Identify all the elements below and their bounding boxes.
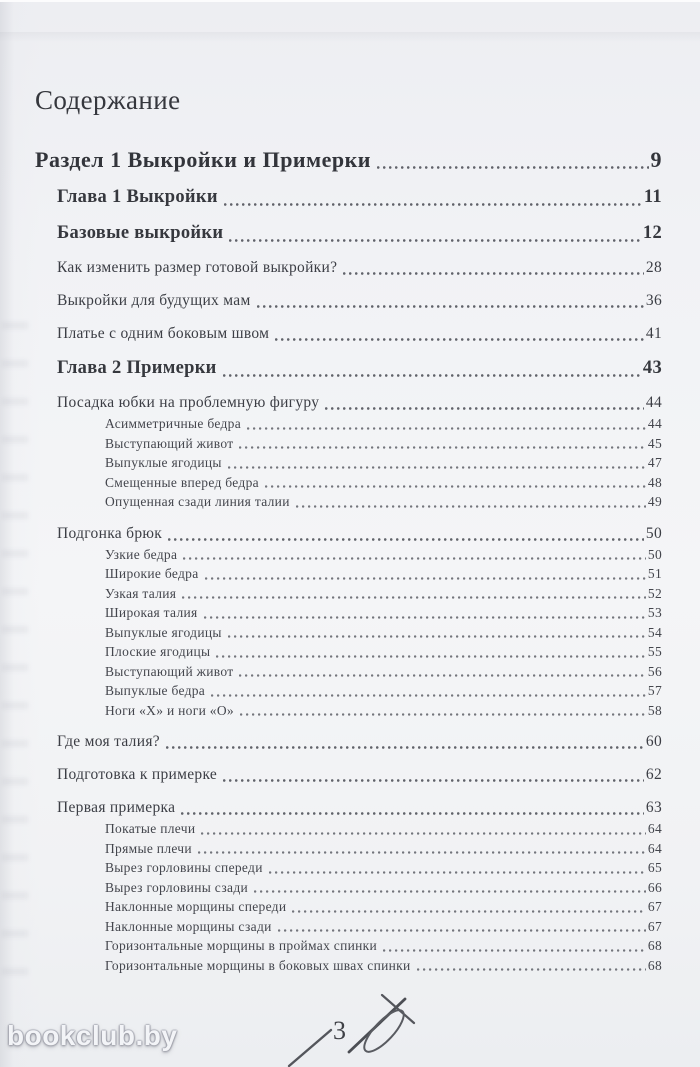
toc-entry	[35, 256, 662, 279]
toc-entry-label: Вырез горловины сзади	[105, 879, 249, 895]
dot-leader	[269, 870, 646, 875]
toc-entry-label: Опущенная сзади линия талии	[105, 494, 290, 509]
toc-entry	[35, 897, 662, 917]
dot-leader	[229, 238, 641, 243]
toc-entry-page: 48	[647, 474, 662, 490]
toc-entry-label: Вырез горловины спереди	[105, 860, 263, 875]
toc-entry-page: 66	[647, 879, 662, 895]
toc-entry	[35, 763, 662, 786]
dot-leader	[254, 889, 646, 894]
toc-entry-page: 50	[645, 524, 662, 542]
needle-thread-sketch	[283, 990, 443, 1067]
toc-entry-page: 68	[647, 938, 662, 953]
toc-entry-page: 63	[645, 799, 662, 816]
toc-entry-label: Выпуклые бедра	[105, 683, 206, 698]
toc-entry-page: 28	[645, 259, 662, 276]
dot-leader	[257, 304, 644, 309]
toc-entry-label: Смещенные вперед бедра	[105, 474, 259, 490]
toc-entry-label: Наклонные морщины спереди	[105, 899, 287, 914]
dot-leader	[292, 909, 646, 914]
toc-entry-page: 56	[647, 663, 662, 679]
toc-entry	[35, 473, 662, 493]
dot-leader	[223, 778, 644, 783]
toc-entry	[35, 522, 662, 545]
toc-entry-page: 64	[647, 821, 662, 836]
toc-entry-label: Плоские ягодицы	[105, 644, 211, 659]
dot-leader	[247, 426, 646, 431]
toc-entry-label: Посадка юбки на проблемную фигуру	[57, 394, 320, 411]
toc-entry	[35, 701, 662, 721]
dot-leader	[296, 504, 646, 509]
toc-entry	[35, 603, 662, 623]
toc-entry	[35, 878, 662, 898]
dot-leader	[417, 967, 646, 972]
toc-entry-page: 43	[642, 358, 662, 378]
dot-leader	[182, 595, 646, 600]
toc-entry	[35, 453, 662, 473]
toc-entry-page: 50	[647, 546, 662, 562]
dot-leader	[239, 673, 645, 678]
toc-entry-page: 67	[647, 899, 662, 914]
dot-leader	[198, 850, 646, 855]
watermark: bookclub.by	[7, 1020, 178, 1051]
dot-leader	[275, 337, 644, 342]
toc-entry-page: 62	[645, 766, 662, 783]
toc-entry-label: Широкая талия	[105, 605, 198, 620]
dot-leader	[216, 654, 646, 659]
toc-entry	[35, 917, 662, 937]
toc-entry-page: 11	[643, 187, 662, 207]
toc-entry	[35, 662, 662, 682]
toc-entry-page: 41	[645, 325, 662, 342]
toc-entry-page: 55	[647, 644, 662, 659]
page-title: Содержание	[35, 85, 181, 115]
toc-entry-label: Выпуклые ягодицы	[105, 624, 222, 640]
toc-entry	[35, 584, 662, 604]
toc-entry-label: Глава 1 Выкройки	[57, 187, 218, 207]
toc-entry	[35, 564, 662, 584]
toc-entry-label: Ноги «Х» и ноги «О»	[105, 702, 234, 718]
toc-entry	[35, 623, 662, 643]
toc-entry-label: Выступающий живот	[105, 435, 234, 451]
toc-entry	[35, 730, 662, 753]
toc-entry	[35, 796, 662, 819]
toc-entry-label: Как изменить размер готовой выкройки?	[57, 259, 338, 276]
toc-entry-page: 12	[642, 223, 662, 243]
toc-entry-page: 68	[647, 957, 662, 973]
dot-leader	[325, 406, 644, 411]
toc-entry-label: Выступающий живот	[105, 663, 234, 679]
toc-entry-label: Узкие бедра	[105, 546, 178, 562]
toc-entry	[35, 819, 662, 839]
toc-entry-label: Подготовка к примерке	[57, 766, 218, 783]
toc-list	[35, 146, 662, 975]
toc-entry-label: Наклонные морщины сзади	[105, 918, 272, 934]
toc-entry-label: Первая примерка	[57, 799, 176, 816]
dot-leader	[343, 271, 644, 276]
toc-entry	[35, 414, 662, 434]
dot-leader	[211, 693, 646, 698]
toc-entry	[35, 545, 662, 565]
toc-entry-page: 58	[647, 702, 662, 718]
toc-entry-page: 52	[647, 585, 662, 601]
dot-leader	[239, 445, 645, 450]
dot-leader	[183, 556, 646, 561]
toc-entry-page: 65	[647, 860, 662, 875]
dot-leader	[383, 948, 646, 953]
toc-entry	[35, 146, 662, 174]
toc-entry-page: 9	[650, 147, 662, 172]
toc-entry-page: 45	[647, 435, 662, 451]
toc-entry-page: 53	[647, 605, 662, 620]
dot-leader	[181, 811, 644, 816]
toc-content	[35, 84, 662, 975]
toc-entry-label: Прямые плечи	[105, 840, 192, 856]
toc-entry-label: Выкройки для будущих мам	[57, 292, 251, 309]
toc-entry-page: 47	[647, 455, 662, 470]
toc-entry-label: Базовые выкройки	[57, 223, 224, 243]
toc-entry-page: 36	[645, 292, 662, 309]
dot-leader	[265, 484, 646, 489]
toc-entry-page: 44	[647, 416, 662, 431]
toc-entry	[35, 220, 662, 246]
dot-leader	[377, 165, 649, 170]
toc-entry	[35, 936, 662, 956]
toc-entry-label: Горизонтальные морщины в боковых швах спинки	[105, 957, 411, 973]
toc-entry-label: Выпуклые ягодицы	[105, 455, 222, 470]
toc-entry	[35, 391, 662, 414]
toc-entry	[35, 434, 662, 454]
page-number: 3	[333, 1016, 346, 1045]
toc-entry-label: Раздел 1 Выкройки и Примерки	[35, 147, 371, 172]
toc-entry	[35, 492, 662, 512]
toc-entry-page: 64	[647, 840, 662, 856]
dot-leader	[204, 615, 646, 620]
toc-entry	[35, 289, 662, 312]
toc-entry-page: 49	[647, 494, 662, 509]
toc-entry	[35, 322, 662, 345]
toc-entry-label: Широкие бедра	[105, 566, 199, 581]
toc-entry	[35, 858, 662, 878]
dot-leader	[201, 831, 646, 836]
toc-entry-label: Подгонка брюк	[57, 524, 163, 542]
footer-art	[283, 990, 443, 1067]
toc-entry	[35, 681, 662, 701]
toc-entry-page: 51	[647, 566, 662, 581]
toc-entry-page: 57	[647, 683, 662, 698]
dot-leader	[166, 745, 644, 750]
toc-entry-label: Асимметричные бедра	[105, 416, 242, 431]
toc-entry-label: Горизонтальные морщины в проймах спинки	[105, 938, 378, 953]
dot-leader	[240, 712, 646, 717]
dot-leader	[205, 576, 646, 581]
toc-entry	[35, 839, 662, 859]
dot-leader	[223, 373, 641, 378]
toc-entry-page: 54	[647, 624, 662, 640]
toc-entry-label: Покатые плечи	[105, 821, 196, 836]
toc-entry	[35, 642, 662, 662]
dot-leader	[278, 928, 646, 933]
dot-leader	[228, 465, 646, 470]
toc-entry	[35, 184, 662, 210]
toc-entry-label: Платье с одним боковым швом	[57, 325, 270, 342]
toc-entry	[35, 355, 662, 381]
toc-entry-label: Глава 2 Примерки	[57, 358, 217, 378]
toc-entry-page: 67	[647, 918, 662, 934]
toc-entry-label: Узкая талия	[105, 585, 177, 601]
dot-leader	[168, 537, 644, 542]
toc-entry-page: 44	[645, 394, 662, 411]
toc-entry	[35, 956, 662, 976]
dot-leader	[224, 202, 642, 207]
dot-leader	[228, 634, 646, 639]
toc-entry-label: Где моя талия?	[57, 733, 160, 750]
toc-entry-page: 60	[645, 733, 662, 750]
